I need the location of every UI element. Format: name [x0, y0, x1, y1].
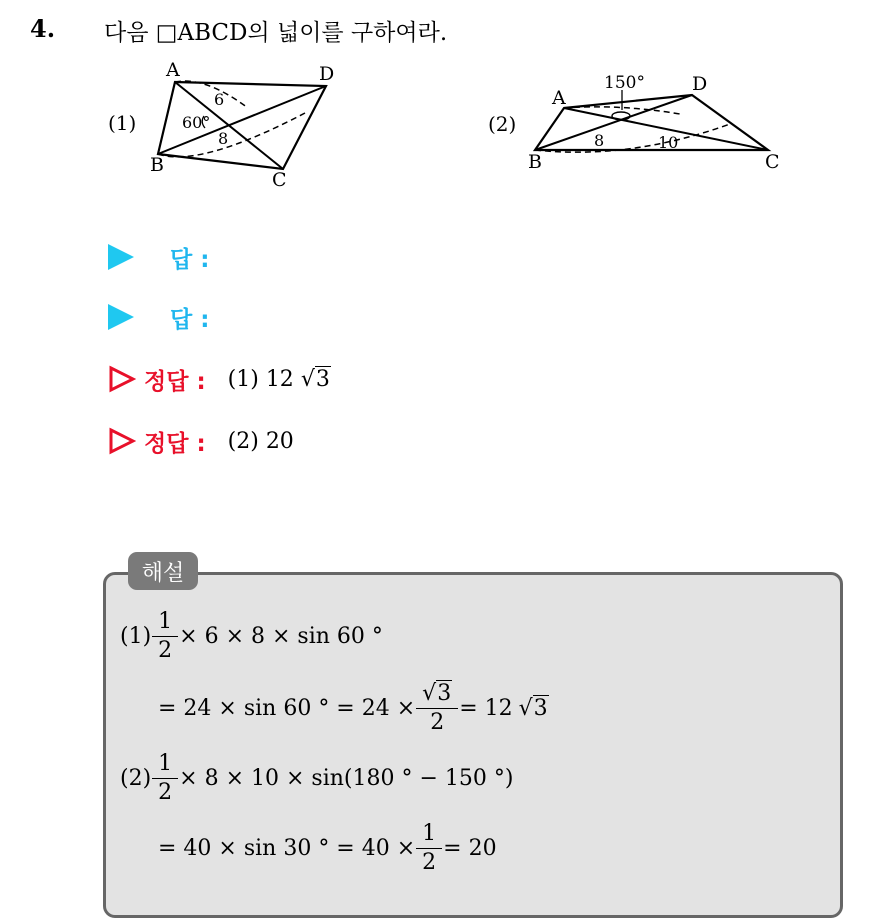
fig2-vertex-c: C	[765, 151, 780, 173]
play-triangle-icon	[108, 304, 134, 330]
correct-answer-row-2	[108, 424, 294, 458]
figure-1-diagram	[100, 58, 360, 193]
solution-line-3	[120, 752, 513, 805]
play-triangle-icon	[108, 244, 134, 270]
sqrt-symbol: √3	[300, 366, 330, 392]
correct-value-1-prefix: (1) 12	[227, 366, 294, 392]
solution-line-1	[120, 610, 383, 663]
figure-2-label: (2)	[488, 112, 517, 136]
fig1-vertex-c: C	[272, 169, 287, 191]
solution-part-label: (2)	[120, 766, 152, 792]
solution-line-2	[158, 682, 549, 735]
solution-tag: 해설	[128, 552, 198, 590]
fig2-angle-label: 150°	[604, 73, 645, 93]
figure-1	[100, 58, 360, 197]
fraction: $\frac{√3}{2}$	[419, 682, 455, 735]
question-number: 4.	[30, 14, 56, 43]
correct-answer-row-1	[108, 362, 331, 396]
question-text: 다음 □ABCD의 넓이를 구하여라.	[104, 20, 448, 46]
outline-triangle-icon	[108, 427, 136, 455]
answer-row-1[interactable]	[108, 240, 209, 274]
fig1-angle-label: 60°	[182, 113, 211, 132]
correct-label: 정답 :	[144, 368, 206, 395]
fraction: $\frac{1}{2}$	[419, 822, 439, 875]
answer-label: 답 :	[170, 246, 210, 273]
figure-1-label: (1)	[108, 111, 137, 135]
fig1-diag1-label: 6	[214, 90, 225, 109]
correct-label: 정답 :	[144, 430, 206, 457]
solution-part-label: (1)	[120, 624, 152, 650]
fraction: $\frac{1}{2}$	[155, 752, 175, 805]
fig2-vertex-b: B	[528, 151, 542, 173]
sqrt-symbol: √3	[518, 696, 548, 722]
fig1-vertex-b: B	[150, 154, 164, 176]
outline-triangle-icon	[108, 365, 136, 393]
solution-line-4	[158, 822, 497, 875]
solution-expression: = 40 × sin 30 ° = 40 ×	[158, 836, 416, 862]
fig1-diag2-label: 8	[218, 129, 229, 148]
correct-value-1	[228, 367, 331, 392]
solution-expression: = 20	[443, 836, 497, 862]
fig2-vertex-a: A	[552, 87, 566, 109]
fig2-vertex-d: D	[692, 73, 708, 95]
solution-expression: × 8 × 10 × sin(180 ° − 150 °)	[179, 766, 514, 792]
answer-label: 답 :	[170, 306, 210, 333]
fraction: $\frac{1}{2}$	[155, 610, 175, 663]
figure-2	[480, 64, 800, 183]
figure-2-diagram	[480, 64, 800, 179]
correct-value-2: (2) 20	[227, 428, 294, 454]
fig2-diag2-label: 10	[658, 133, 679, 152]
solution-expression: = 12	[459, 696, 513, 722]
solution-expression: × 6 × 8 × sin 60 °	[179, 624, 383, 650]
fig1-vertex-d: D	[319, 63, 335, 85]
fig2-diag1-label: 8	[594, 131, 605, 150]
solution-expression: = 24 × sin 60 ° = 24 ×	[158, 696, 416, 722]
answer-row-2[interactable]	[108, 300, 209, 334]
fig1-vertex-a: A	[166, 59, 180, 81]
